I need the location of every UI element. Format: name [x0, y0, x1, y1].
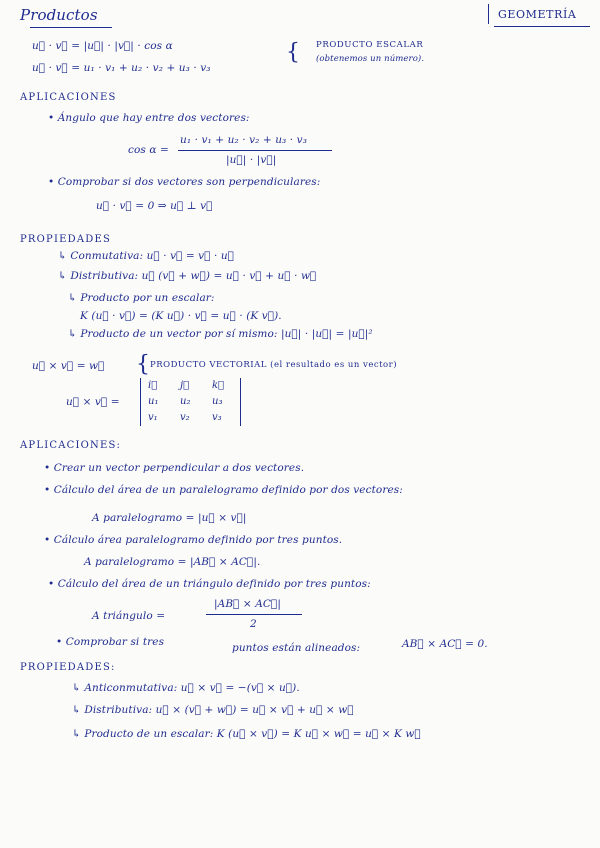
det-r3c1: v₁ [148, 412, 158, 423]
vectorial-app-5-formula: AB⃗ × AC⃗ = 0. [402, 638, 488, 650]
det-r2c2: u₂ [180, 396, 191, 407]
triangle-fraction-bar [206, 614, 302, 615]
cos-fraction-bar [178, 150, 332, 151]
perp-formula: u⃗ · v⃗ = 0 ⇒ u⃗ ⊥ v⃗ [96, 200, 213, 212]
vectorial-app-2-formula: A paralelogramo = |u⃗ × v⃗| [92, 512, 247, 524]
cos-label: cos α = [128, 144, 169, 156]
page-title: Productos [20, 6, 98, 24]
vectorial-prop-anti: ↳ Anticonmutativa: u⃗ × v⃗ = −(v⃗ × u⃗). [72, 682, 300, 694]
vectorial-note: PRODUCTO VECTORIAL (el resultado es un vector) [150, 360, 398, 370]
scalar-prop-distributiva: ↳ Distributiva: u⃗ (v⃗ + w⃗) = u⃗ · v⃗ + u⃗ · w⃗ [58, 270, 317, 282]
det-r1c3: k⃗ [212, 380, 225, 391]
vectorial-propiedades-heading: PROPIEDADES: [20, 662, 116, 673]
vectorial-brace: { [136, 352, 150, 377]
scalar-components: u⃗ · v⃗ = u₁ · v₁ + u₂ · v₂ + u₃ · v₃ [32, 62, 211, 74]
det-right-bar [240, 378, 241, 426]
vectorial-app-5: • Comprobar si tres [56, 636, 165, 648]
scalar-prop-conmutativa: ↳ Conmutativa: u⃗ · v⃗ = v⃗ · u⃗ [58, 250, 234, 262]
cos-numerator: u₁ · v₁ + u₂ · v₂ + u₃ · v₃ [180, 134, 308, 146]
vectorial-app-4: • Cálculo del área de un triángulo definido por tres puntos: [48, 578, 371, 590]
subject-divider [488, 4, 489, 24]
subject-label: GEOMETRÍA [498, 8, 577, 21]
scalar-prop-mismo: ↳ Producto de un vector por sí mismo: |u⃗| · |u⃗| = |u⃗|² [68, 328, 373, 340]
scalar-prop-escalar: ↳ Producto por un escalar: [68, 292, 215, 304]
cos-denominator: |u⃗| · |v⃗| [226, 154, 277, 166]
vectorial-app-3: • Cálculo área paralelogramo definido por tres puntos. [44, 534, 343, 546]
det-r1c2: j⃗ [180, 380, 190, 391]
triangle-numerator: |AB⃗ × AC⃗| [214, 598, 281, 610]
scalar-note-desc: (obtenemos un número). [316, 54, 425, 64]
det-r2c1: u₁ [148, 396, 159, 407]
perp-app: • Comprobar si dos vectores son perpendiculares: [48, 176, 321, 188]
scalar-aplicaciones-heading: APLICACIONES [20, 92, 117, 103]
vectorial-aplicaciones-heading: APLICACIONES: [20, 440, 122, 451]
vectorial-prop-dist: ↳ Distributiva: u⃗ × (v⃗ + w⃗) = u⃗ × v⃗ + u⃗ × w⃗ [72, 704, 354, 716]
subject-underline [494, 26, 590, 27]
vectorial-app-1: • Crear un vector perpendicular a dos vectores. [44, 462, 305, 474]
scalar-brace: { [286, 40, 300, 65]
scalar-definition: u⃗ · v⃗ = |u⃗| · |v⃗| · cos α [32, 40, 173, 52]
vectorial-app-3-formula: A paralelogramo = |AB⃗ × AC⃗|. [84, 556, 261, 568]
triangle-denominator: 2 [250, 618, 257, 630]
scalar-note-title: PRODUCTO ESCALAR [316, 40, 424, 50]
vectorial-app-5-cont: puntos están alineados: [232, 642, 361, 654]
scalar-propiedades-heading: PROPIEDADES [20, 234, 112, 245]
det-left-bar [140, 378, 141, 426]
det-r1c1: i⃗ [148, 380, 158, 391]
det-label: u⃗ × v⃗ = [66, 396, 120, 408]
det-r2c3: u₃ [212, 396, 223, 407]
title-underline [30, 27, 112, 28]
scalar-prop-escalar-formula: K (u⃗ · v⃗) = (K u⃗) · v⃗ = u⃗ · (K v⃗). [80, 310, 282, 322]
det-r3c2: v₂ [180, 412, 190, 423]
det-r3c3: v₃ [212, 412, 222, 423]
angle-app: • Ángulo que hay entre dos vectores: [48, 112, 250, 124]
triangle-label: A triángulo = [92, 610, 166, 622]
vectorial-app-2: • Cálculo del área de un paralelogramo definido por dos vectores: [44, 484, 403, 496]
vectorial-prop-escalar: ↳ Producto de un escalar: K (u⃗ × v⃗) = K u⃗ × w⃗ = u⃗ × K w⃗ [72, 728, 421, 740]
vectorial-definition: u⃗ × v⃗ = w⃗ [32, 360, 105, 372]
